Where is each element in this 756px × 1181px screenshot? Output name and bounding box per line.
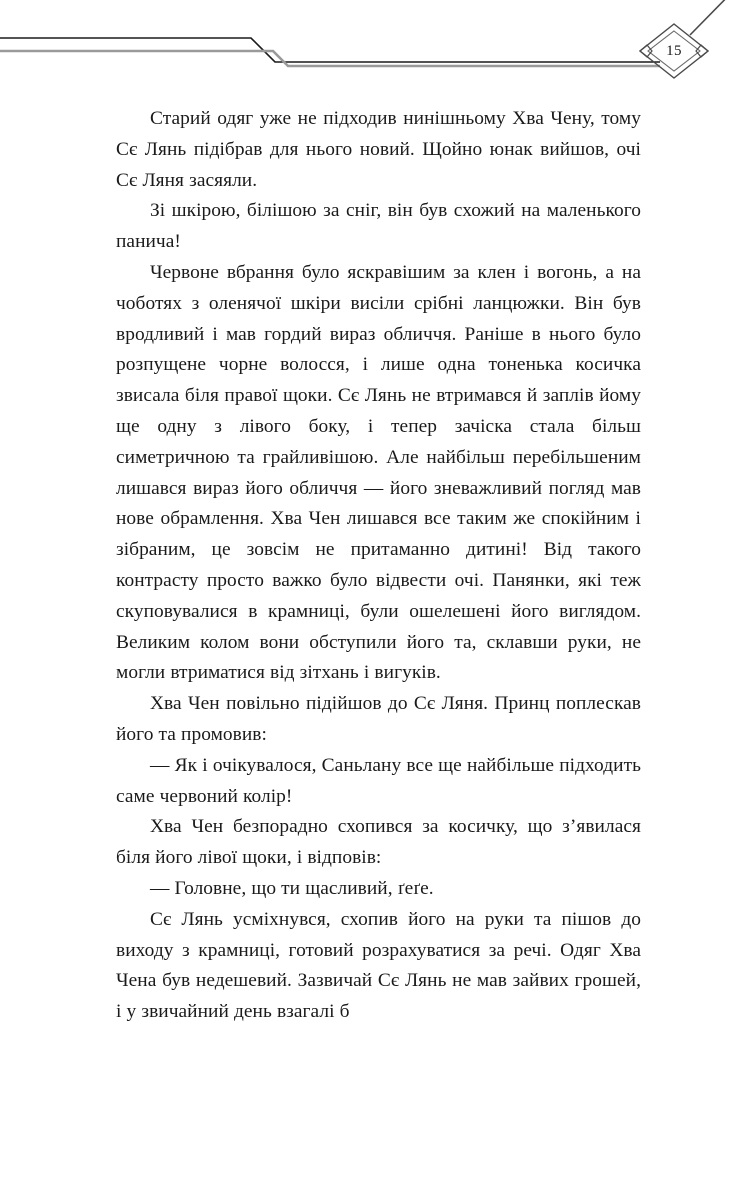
ornament-rule-light	[0, 51, 660, 66]
paragraph-dialogue: — Головне, що ти щасливий, ґеґе.	[150, 877, 434, 899]
page-number: 15	[666, 42, 682, 59]
paragraph: Хва Чен безпорадно схопився за косичку, що з’явилася біля його лівої щоки, і відповів:	[116, 816, 641, 869]
paragraph: Червоне вбрання було яскравішим за клен і вогонь, а на чоботях з оленячої шкіри висіли срібні ланцюжки. Він був вродливий і мав гордий вираз обличчя. Раніше в нього було розпущене чорне волосся, і лише одна тоненька косичка звисала біля правої щоки. Сє Лянь не втримався й заплів йому ще одну з лівого боку, і тепер зачіска стала більш симетричною та грайливішою. Але найбільш перебільшеним лишався вираз його обличчя — його зневажливий погляд мав нове обрамлення. Хва Чен лишався все таким же спокійним і зібраним, це зовсім не притаманно дитині! Від такого контрасту просто важко було відвести очі. Панянки, які теж скуповувалися в крамниці, були ошелешені його виглядом. Великим колом вони обступили його та, склавши руки, не могли втриматися від зітхань і вигуків.	[116, 261, 641, 684]
header-ornament	[0, 0, 756, 100]
paragraph: Хва Чен повільно підійшов до Сє Ляня. Принц поплескав його та промовив:	[116, 693, 641, 745]
body-text	[116, 104, 641, 1028]
paragraph: Старий одяг уже не підходив нинішньому Хва Чену, тому Сє Лянь підібрав для нього новий. Щойно юнак вийшов, очі Сє Ляня засяяли.	[116, 108, 641, 191]
paragraph: Сє Лянь усміхнувся, схопив його на руки та пішов до виходу з крамниці, готовий розрахуватися за речі. Одяг Хва Чена був недешевий. Зазвичай Сє Лянь не мав зайвих грошей, і у звичайний день взагалі б	[116, 908, 641, 1023]
ornament-rule-dark	[0, 38, 660, 62]
ornament-diagonal-tail	[690, 0, 742, 35]
paragraph-dialogue: — Як і очікувалося, Саньлану все ще найбільше підходить саме червоний колір!	[116, 754, 641, 807]
folio-diamond-pip-right	[696, 45, 708, 57]
folio-diamond-pip-left	[640, 45, 652, 57]
paragraph: Зі шкірою, білішою за сніг, він був схожий на маленького панича!	[116, 200, 641, 253]
